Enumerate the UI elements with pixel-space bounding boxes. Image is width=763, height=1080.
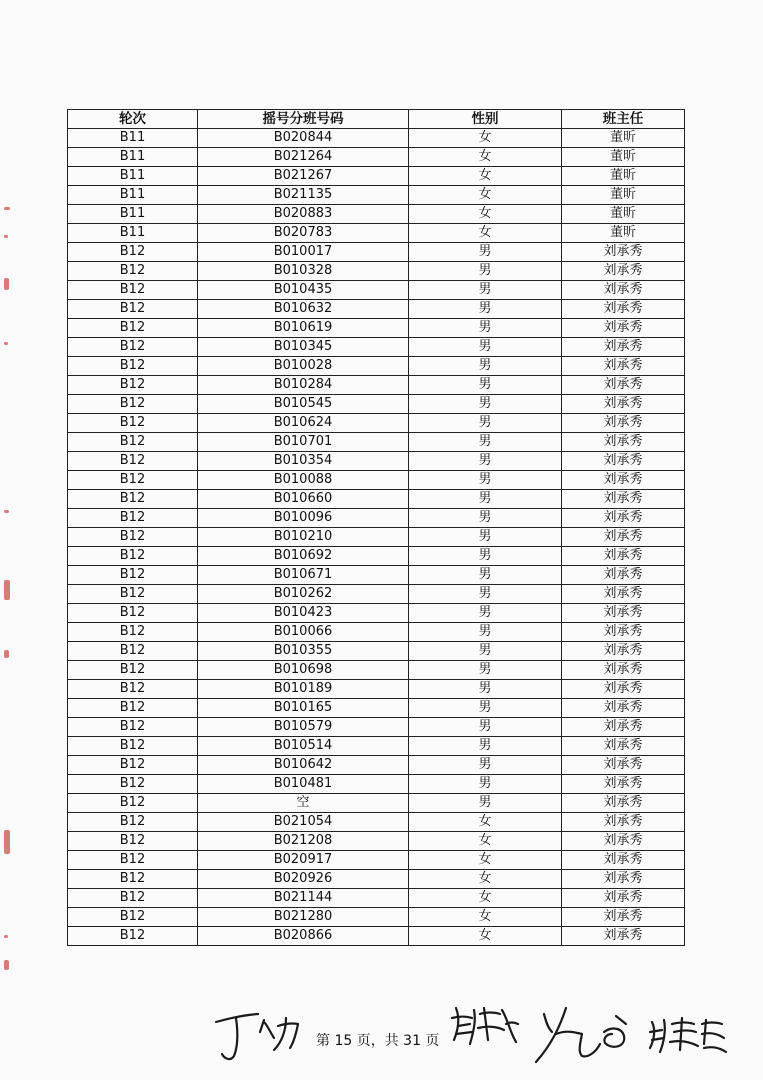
cell-round: B12	[68, 832, 198, 851]
header-gender: 性别	[409, 110, 562, 129]
cell-round: B12	[68, 243, 198, 262]
cell-head-teacher: 董昕	[562, 167, 685, 186]
cell-round: B12	[68, 452, 198, 471]
table-row	[68, 642, 685, 661]
cell-round: B12	[68, 737, 198, 756]
cell-lottery-number: B010017	[198, 243, 409, 262]
cell-gender: 男	[409, 262, 562, 281]
table-row	[68, 813, 685, 832]
cell-head-teacher: 刘承秀	[562, 699, 685, 718]
cell-gender: 男	[409, 680, 562, 699]
cell-lottery-number: 空	[198, 794, 409, 813]
cell-lottery-number: B010354	[198, 452, 409, 471]
cell-head-teacher: 刘承秀	[562, 262, 685, 281]
cell-gender: 男	[409, 547, 562, 566]
table-row	[68, 281, 685, 300]
table-row	[68, 794, 685, 813]
table-row	[68, 680, 685, 699]
table-row	[68, 528, 685, 547]
cell-round: B12	[68, 395, 198, 414]
cell-head-teacher: 刘承秀	[562, 585, 685, 604]
cell-lottery-number: B010189	[198, 680, 409, 699]
cell-gender: 男	[409, 395, 562, 414]
cell-lottery-number: B020883	[198, 205, 409, 224]
signature-3	[530, 1004, 640, 1066]
cell-lottery-number: B010210	[198, 528, 409, 547]
table-row	[68, 433, 685, 452]
cell-round: B12	[68, 623, 198, 642]
cell-gender: 男	[409, 794, 562, 813]
cell-head-teacher: 刘承秀	[562, 490, 685, 509]
cell-round: B12	[68, 300, 198, 319]
table-row	[68, 927, 685, 946]
cell-lottery-number: B010355	[198, 642, 409, 661]
table-row	[68, 661, 685, 680]
cell-head-teacher: 刘承秀	[562, 927, 685, 946]
class-assignment-table	[67, 109, 685, 946]
cell-round: B12	[68, 319, 198, 338]
cell-round: B11	[68, 167, 198, 186]
cell-head-teacher: 刘承秀	[562, 604, 685, 623]
table-row	[68, 490, 685, 509]
cell-round: B12	[68, 262, 198, 281]
cell-head-teacher: 刘承秀	[562, 623, 685, 642]
cell-head-teacher: 刘承秀	[562, 357, 685, 376]
table-row	[68, 851, 685, 870]
table-row	[68, 395, 685, 414]
cell-lottery-number: B010698	[198, 661, 409, 680]
cell-gender: 男	[409, 452, 562, 471]
table-row	[68, 718, 685, 737]
cell-lottery-number: B010284	[198, 376, 409, 395]
header-round: 轮次	[68, 110, 198, 129]
table-row	[68, 471, 685, 490]
table-row	[68, 148, 685, 167]
cell-round: B12	[68, 908, 198, 927]
cell-lottery-number: B021267	[198, 167, 409, 186]
cell-lottery-number: B020783	[198, 224, 409, 243]
cell-lottery-number: B020866	[198, 927, 409, 946]
cell-round: B12	[68, 528, 198, 547]
cell-head-teacher: 刘承秀	[562, 908, 685, 927]
cell-lottery-number: B021280	[198, 908, 409, 927]
table-row	[68, 243, 685, 262]
cell-head-teacher: 刘承秀	[562, 775, 685, 794]
cell-head-teacher: 刘承秀	[562, 376, 685, 395]
cell-round: B12	[68, 509, 198, 528]
signature-2	[450, 1000, 520, 1050]
cell-round: B12	[68, 338, 198, 357]
cell-gender: 男	[409, 433, 562, 452]
cell-head-teacher: 刘承秀	[562, 813, 685, 832]
cell-gender: 女	[409, 813, 562, 832]
cell-round: B12	[68, 281, 198, 300]
cell-head-teacher: 董昕	[562, 148, 685, 167]
cell-lottery-number: B010671	[198, 566, 409, 585]
cell-lottery-number: B020844	[198, 129, 409, 148]
table-row	[68, 585, 685, 604]
cell-head-teacher: 刘承秀	[562, 452, 685, 471]
page-number: 第 15 页，共 31 页	[316, 1033, 440, 1049]
cell-gender: 男	[409, 756, 562, 775]
cell-lottery-number: B010660	[198, 490, 409, 509]
cell-head-teacher: 刘承秀	[562, 395, 685, 414]
cell-lottery-number: B010632	[198, 300, 409, 319]
cell-gender: 男	[409, 414, 562, 433]
cell-gender: 女	[409, 870, 562, 889]
cell-lottery-number: B010514	[198, 737, 409, 756]
cell-gender: 女	[409, 889, 562, 908]
cell-round: B12	[68, 851, 198, 870]
table-row	[68, 756, 685, 775]
cell-round: B11	[68, 186, 198, 205]
cell-round: B12	[68, 642, 198, 661]
table-row	[68, 566, 685, 585]
cell-round: B12	[68, 471, 198, 490]
table-row	[68, 376, 685, 395]
cell-head-teacher: 刘承秀	[562, 338, 685, 357]
header-lottery-number: 摇号分班号码	[198, 110, 409, 129]
cell-gender: 女	[409, 148, 562, 167]
cell-gender: 女	[409, 851, 562, 870]
cell-gender: 男	[409, 604, 562, 623]
cell-gender: 男	[409, 623, 562, 642]
signature-4	[648, 1014, 728, 1058]
table-row	[68, 338, 685, 357]
cell-round: B12	[68, 927, 198, 946]
binding-seal-marks	[2, 180, 16, 1000]
table-row	[68, 452, 685, 471]
cell-round: B12	[68, 775, 198, 794]
table-body	[68, 129, 685, 946]
cell-head-teacher: 董昕	[562, 129, 685, 148]
cell-gender: 男	[409, 300, 562, 319]
cell-gender: 男	[409, 243, 562, 262]
table-row	[68, 870, 685, 889]
cell-lottery-number: B020917	[198, 851, 409, 870]
cell-lottery-number: B010423	[198, 604, 409, 623]
table-row	[68, 129, 685, 148]
cell-round: B12	[68, 433, 198, 452]
cell-head-teacher: 刘承秀	[562, 300, 685, 319]
cell-round: B12	[68, 604, 198, 623]
table-row	[68, 699, 685, 718]
cell-round: B11	[68, 148, 198, 167]
cell-gender: 男	[409, 642, 562, 661]
cell-lottery-number: B021135	[198, 186, 409, 205]
cell-head-teacher: 刘承秀	[562, 566, 685, 585]
cell-gender: 男	[409, 471, 562, 490]
cell-gender: 男	[409, 737, 562, 756]
cell-lottery-number: B021208	[198, 832, 409, 851]
table-row	[68, 186, 685, 205]
cell-lottery-number: B010262	[198, 585, 409, 604]
cell-head-teacher: 刘承秀	[562, 756, 685, 775]
cell-head-teacher: 刘承秀	[562, 832, 685, 851]
cell-head-teacher: 刘承秀	[562, 471, 685, 490]
cell-round: B11	[68, 129, 198, 148]
cell-round: B12	[68, 357, 198, 376]
table-row	[68, 262, 685, 281]
cell-head-teacher: 刘承秀	[562, 889, 685, 908]
cell-gender: 男	[409, 319, 562, 338]
table-row	[68, 319, 685, 338]
cell-gender: 女	[409, 224, 562, 243]
table-row	[68, 832, 685, 851]
table-row	[68, 737, 685, 756]
cell-head-teacher: 刘承秀	[562, 718, 685, 737]
cell-round: B12	[68, 376, 198, 395]
table-row	[68, 167, 685, 186]
table-row	[68, 414, 685, 433]
cell-gender: 男	[409, 281, 562, 300]
cell-round: B12	[68, 547, 198, 566]
cell-head-teacher: 刘承秀	[562, 528, 685, 547]
cell-gender: 男	[409, 338, 562, 357]
table-row	[68, 300, 685, 319]
table-row	[68, 604, 685, 623]
cell-gender: 男	[409, 376, 562, 395]
cell-round: B11	[68, 205, 198, 224]
cell-head-teacher: 刘承秀	[562, 281, 685, 300]
cell-lottery-number: B010088	[198, 471, 409, 490]
table-row	[68, 509, 685, 528]
cell-lottery-number: B021054	[198, 813, 409, 832]
cell-gender: 女	[409, 832, 562, 851]
cell-round: B12	[68, 661, 198, 680]
cell-round: B12	[68, 680, 198, 699]
cell-gender: 女	[409, 186, 562, 205]
page-footer	[0, 1000, 763, 1070]
cell-lottery-number: B010066	[198, 623, 409, 642]
cell-gender: 男	[409, 718, 562, 737]
header-head-teacher: 班主任	[562, 110, 685, 129]
cell-gender: 男	[409, 490, 562, 509]
table-row	[68, 224, 685, 243]
cell-gender: 女	[409, 205, 562, 224]
cell-head-teacher: 刘承秀	[562, 737, 685, 756]
cell-lottery-number: B010481	[198, 775, 409, 794]
cell-round: B12	[68, 889, 198, 908]
cell-gender: 女	[409, 927, 562, 946]
cell-round: B12	[68, 414, 198, 433]
cell-gender: 男	[409, 585, 562, 604]
cell-head-teacher: 刘承秀	[562, 509, 685, 528]
cell-head-teacher: 刘承秀	[562, 851, 685, 870]
cell-lottery-number: B021264	[198, 148, 409, 167]
cell-gender: 女	[409, 167, 562, 186]
cell-gender: 女	[409, 129, 562, 148]
table-row	[68, 623, 685, 642]
cell-gender: 男	[409, 566, 562, 585]
cell-head-teacher: 刘承秀	[562, 243, 685, 262]
cell-round: B12	[68, 585, 198, 604]
cell-gender: 女	[409, 908, 562, 927]
cell-head-teacher: 刘承秀	[562, 433, 685, 452]
signature-1	[212, 1008, 302, 1066]
table-row	[68, 889, 685, 908]
cell-head-teacher: 刘承秀	[562, 414, 685, 433]
table-row	[68, 775, 685, 794]
cell-head-teacher: 刘承秀	[562, 547, 685, 566]
cell-gender: 男	[409, 357, 562, 376]
cell-head-teacher: 董昕	[562, 224, 685, 243]
cell-round: B12	[68, 699, 198, 718]
table-row	[68, 357, 685, 376]
cell-round: B12	[68, 490, 198, 509]
cell-round: B12	[68, 566, 198, 585]
cell-lottery-number: B010328	[198, 262, 409, 281]
table-row	[68, 908, 685, 927]
cell-gender: 男	[409, 509, 562, 528]
cell-lottery-number: B010624	[198, 414, 409, 433]
cell-lottery-number: B010096	[198, 509, 409, 528]
cell-round: B12	[68, 718, 198, 737]
cell-lottery-number: B010701	[198, 433, 409, 452]
cell-head-teacher: 董昕	[562, 186, 685, 205]
cell-gender: 男	[409, 528, 562, 547]
table-row	[68, 547, 685, 566]
table-row	[68, 205, 685, 224]
cell-round: B11	[68, 224, 198, 243]
cell-lottery-number: B010028	[198, 357, 409, 376]
cell-lottery-number: B020926	[198, 870, 409, 889]
cell-lottery-number: B010692	[198, 547, 409, 566]
cell-head-teacher: 董昕	[562, 205, 685, 224]
cell-round: B12	[68, 756, 198, 775]
cell-head-teacher: 刘承秀	[562, 794, 685, 813]
cell-lottery-number: B010579	[198, 718, 409, 737]
cell-head-teacher: 刘承秀	[562, 319, 685, 338]
cell-lottery-number: B010642	[198, 756, 409, 775]
cell-lottery-number: B010435	[198, 281, 409, 300]
cell-lottery-number: B010165	[198, 699, 409, 718]
cell-head-teacher: 刘承秀	[562, 680, 685, 699]
table-header-row	[68, 110, 685, 129]
cell-lottery-number: B010619	[198, 319, 409, 338]
cell-head-teacher: 刘承秀	[562, 642, 685, 661]
cell-gender: 男	[409, 661, 562, 680]
cell-lottery-number: B010545	[198, 395, 409, 414]
cell-lottery-number: B021144	[198, 889, 409, 908]
cell-round: B12	[68, 794, 198, 813]
cell-round: B12	[68, 870, 198, 889]
cell-gender: 男	[409, 699, 562, 718]
cell-head-teacher: 刘承秀	[562, 870, 685, 889]
cell-head-teacher: 刘承秀	[562, 661, 685, 680]
cell-gender: 男	[409, 775, 562, 794]
cell-lottery-number: B010345	[198, 338, 409, 357]
cell-round: B12	[68, 813, 198, 832]
